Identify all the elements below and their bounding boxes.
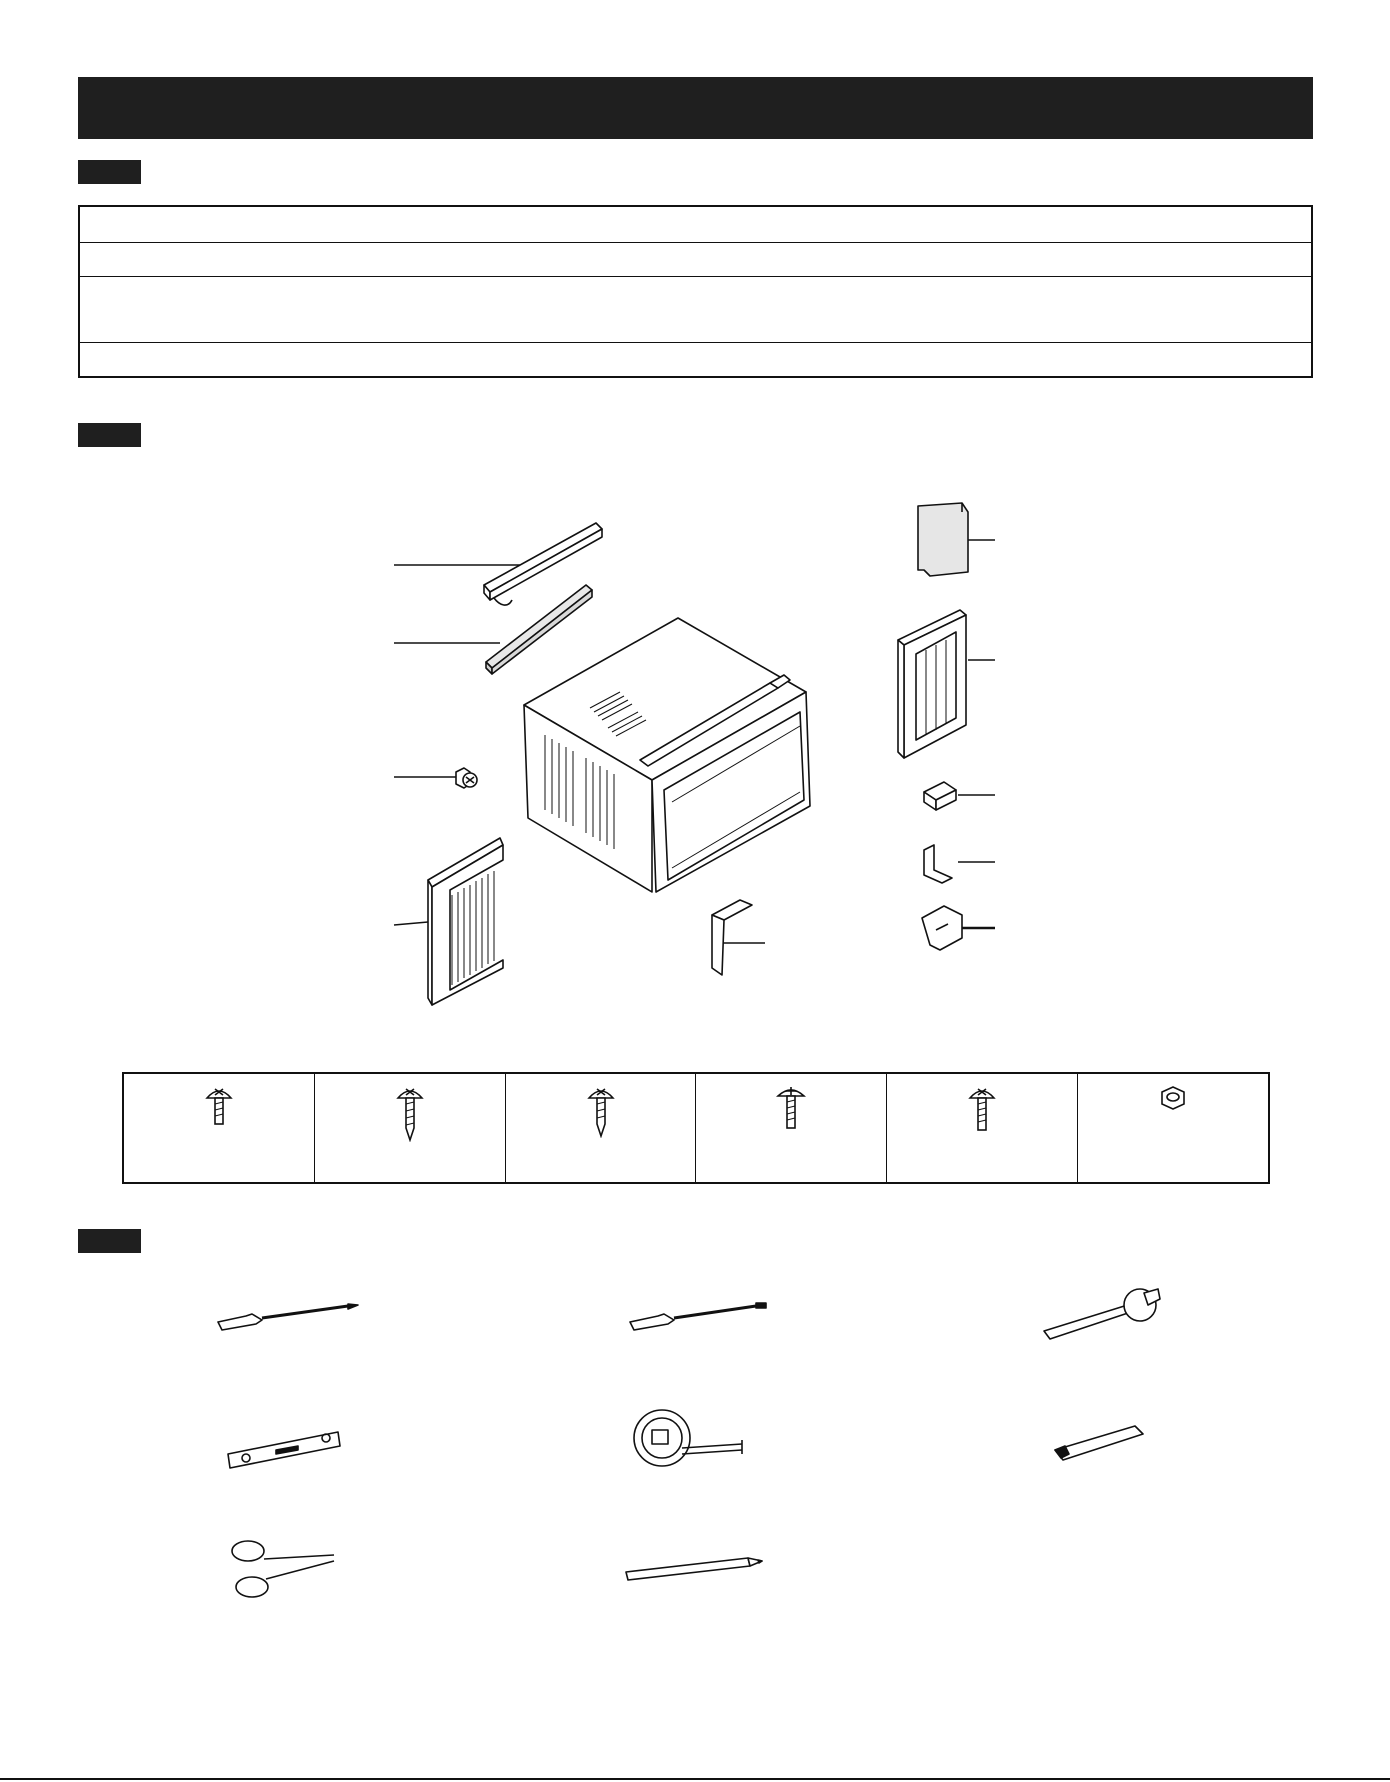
section-tab-requirements: [78, 160, 141, 184]
adjustable-wrench-icon: [1044, 1289, 1160, 1339]
phillips-machine-screw-icon: [776, 1084, 806, 1134]
hardware-cell: [696, 1074, 887, 1182]
seal-strip-icon: [486, 585, 592, 674]
hardware-cell: [315, 1074, 506, 1182]
insulation-sheet-icon: [918, 503, 968, 576]
scissors-icon: [232, 1541, 334, 1597]
requirements-row: [80, 207, 1311, 243]
hex-nut-icon: [1156, 1084, 1190, 1114]
section-tab-parts: [78, 423, 141, 447]
truss-head-screw-icon: [967, 1084, 997, 1134]
page-bottom-rule: [0, 1778, 1390, 1780]
hardware-cell: [506, 1074, 697, 1182]
utility-knife-icon: [1055, 1426, 1143, 1460]
support-bracket-icon: [712, 900, 752, 975]
page-title-bar: [78, 77, 1313, 139]
l-bracket-icon: [924, 845, 952, 883]
screw-part-icon: [456, 768, 477, 788]
curtain-lock-icon: [924, 782, 956, 810]
section-tab-tools: [78, 1229, 141, 1253]
flat-screwdriver-icon: [630, 1303, 766, 1330]
phillips-screwdriver-icon: [218, 1304, 358, 1330]
foam-strip-icon: [484, 523, 602, 605]
tape-measure-icon: [634, 1410, 742, 1466]
sill-bracket-icon: [922, 906, 962, 950]
requirements-row: [80, 277, 1311, 343]
truss-head-screw-icon: [204, 1084, 234, 1130]
wood-screw-icon: [395, 1084, 425, 1142]
air-conditioner-cabinet-icon: [524, 618, 810, 892]
requirements-table: [78, 205, 1313, 378]
requirements-row: [80, 243, 1311, 277]
hardware-table: [122, 1072, 1270, 1184]
hardware-cell: [124, 1074, 315, 1182]
level-icon: [228, 1432, 340, 1468]
right-side-curtain-icon: [898, 610, 966, 758]
hardware-cell: [1078, 1074, 1268, 1182]
wood-screw-icon: [586, 1084, 616, 1138]
left-side-curtain-icon: [428, 838, 503, 1005]
hardware-cell: [887, 1074, 1078, 1182]
leader-lines: [394, 540, 995, 943]
pencil-icon: [626, 1558, 762, 1580]
